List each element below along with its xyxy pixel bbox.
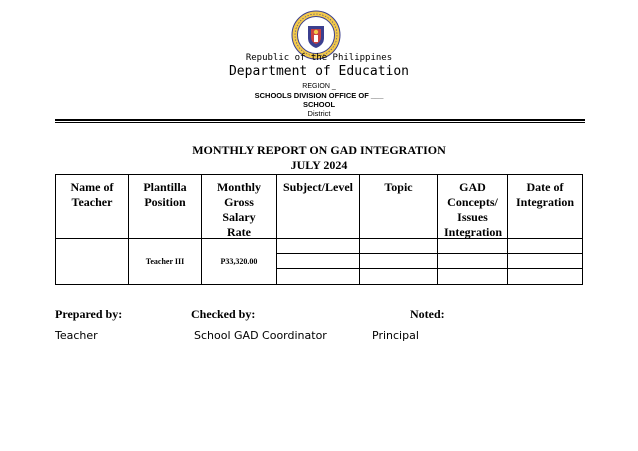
prepared-by-name: Teacher: [55, 329, 98, 342]
column-header-date: Date of Integration: [508, 175, 582, 239]
checked-by-label: Checked by:: [191, 307, 256, 321]
cell-gad-2: [438, 254, 508, 269]
department-name: Department of Education: [228, 64, 409, 79]
checked-by-name: School GAD Coordinator: [194, 329, 327, 342]
header-divider-thin: [55, 122, 585, 123]
report-title: MONTHLY REPORT ON GAD INTEGRATION: [192, 143, 446, 157]
column-header-gad-concepts: GAD Concepts/ Issues Integration: [438, 175, 508, 239]
noted-label: Noted:: [410, 307, 445, 321]
column-header-position: Plantilla Position: [129, 175, 202, 239]
column-header-name: Name of Teacher: [56, 175, 129, 239]
republic-header: Republic of the Philippines: [245, 53, 393, 63]
column-header-topic: Topic: [360, 175, 438, 239]
district-line: District: [307, 109, 331, 118]
cell-plantilla-position: Teacher III: [129, 239, 202, 284]
cell-date-1: [508, 239, 582, 254]
cell-salary-rate: P33,320.00: [202, 239, 277, 284]
cell-subject-3: [277, 269, 360, 284]
school-line: SCHOOL: [302, 100, 336, 109]
column-header-subject: Subject/Level: [277, 175, 360, 239]
cell-date-3: [508, 269, 582, 284]
column-header-salary: Monthly Gross Salary Rate: [202, 175, 277, 239]
cell-topic-2: [360, 254, 438, 269]
noted-name: Principal: [372, 329, 419, 342]
schools-division-line: SCHOOLS DIVISION OFFICE OF ___: [254, 91, 384, 100]
cell-subject-2: [277, 254, 360, 269]
header-divider-thick: [55, 119, 585, 121]
cell-gad-1: [438, 239, 508, 254]
report-period: JULY 2024: [290, 158, 348, 172]
region-line: REGION _: [302, 83, 336, 90]
cell-teacher-name: [56, 239, 129, 284]
cell-subject-1: [277, 239, 360, 254]
cell-gad-3: [438, 269, 508, 284]
cell-date-2: [508, 254, 582, 269]
prepared-by-label: Prepared by:: [55, 307, 123, 321]
cell-topic-3: [360, 269, 438, 284]
gad-report-table: [55, 174, 583, 285]
cell-topic-1: [360, 239, 438, 254]
